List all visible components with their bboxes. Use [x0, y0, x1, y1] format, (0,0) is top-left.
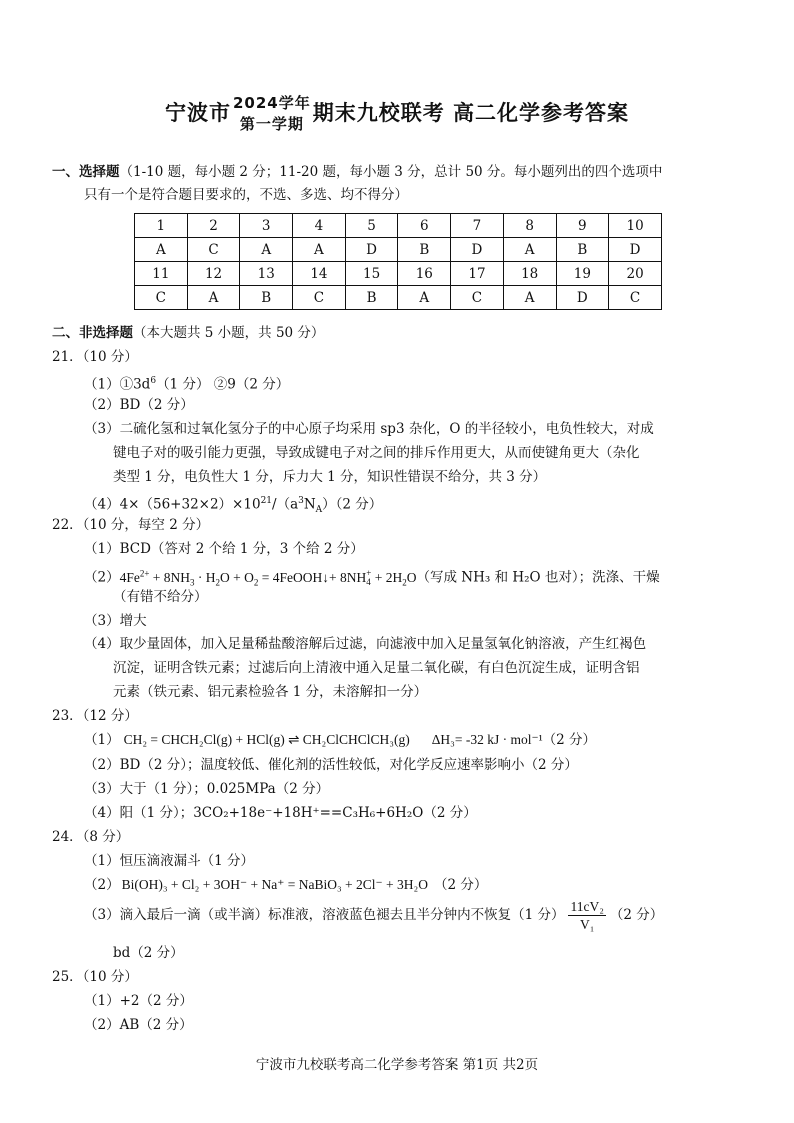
q21-part4-b: /（a: [272, 496, 299, 513]
eq-c: · H: [194, 569, 216, 585]
q25-part1: （1）+2（2 分）: [84, 993, 193, 1009]
answer-cell: A: [187, 286, 240, 310]
q21-part4-sup2: 3: [298, 496, 304, 506]
q21-part4-c: N: [303, 496, 316, 513]
question-number-cell: 2: [187, 214, 240, 238]
eq-sub3: 2: [253, 577, 259, 588]
answer-cell: A: [503, 238, 556, 262]
q23-part3: （3）大于（1 分）；0.025MPa（2 分）: [84, 781, 330, 797]
answer-cell: A: [135, 238, 188, 262]
title-city: 宁波市: [164, 101, 231, 125]
answer-cell: C: [609, 286, 662, 310]
page-title: [0, 96, 794, 132]
eq-b: + 8NH: [149, 569, 191, 585]
eq-sub2: 2: [215, 577, 221, 588]
question-number-cell: 4: [293, 214, 346, 238]
answer-cell: D: [451, 238, 504, 262]
question-number-cell: 6: [398, 214, 451, 238]
q22-part1: （1）BCD（答对 2 个给 1 分，3 个给 2 分）: [84, 541, 364, 557]
q22-part4-a: （4）取少量固体，加入足量稀盐酸溶解后过滤，向滤液中加入足量氢氧化钠溶液，产生红褐色: [84, 636, 647, 652]
question-number-cell: 5: [345, 214, 398, 238]
q21-part2: （2）BD（2 分）: [84, 397, 194, 413]
section1-desc1: （1-10 题，每小题 2 分；11-20 题，每小题 3 分，总计 50 分。每小题列出的四个选项中: [119, 164, 663, 180]
q24-part2-equation: Bi(OH)₃ + Cl₂ + 3OH⁻ + Na⁺ = NaBiO₃ + 2Cl⁻ + 3H₂O: [121, 877, 428, 892]
eq-g: O: [406, 569, 417, 585]
eq-f: + 2H: [371, 569, 403, 585]
q23-part1-label: （1）: [84, 732, 120, 748]
answer-cell: B: [345, 286, 398, 310]
answer-cell: D: [345, 238, 398, 262]
eq-sup1: 2+: [139, 568, 150, 578]
title-term: 第一学期: [239, 115, 304, 133]
question-number-cell: 20: [609, 262, 662, 286]
eq-sub5: 2: [402, 577, 407, 588]
q24-head: 24．（8 分）: [52, 829, 130, 845]
eq-sup2: +: [366, 568, 372, 579]
question-number-cell: 9: [556, 214, 609, 238]
q23-part4: （4）阳（1 分）；3CO₂+18e⁻+18H⁺==C₃H₆+6H₂O（2 分）: [84, 805, 477, 821]
q22-part4-c: 元素（铁元素、铝元素检验各 1 分，未溶解扣一分）: [113, 684, 428, 700]
q21-head: 21．（10 分）: [52, 349, 138, 365]
q24-part3-text: （3）滴入最后一滴（或半滴）标准液，溶液蓝色褪去且半分钟内不恢复（1 分）: [84, 907, 565, 923]
title-year-term: [233, 96, 311, 132]
q21-part3-b: 键电子对的吸引能力更强，导致成键电子对之间的排斥作用更大，从而使键角更大（杂化: [113, 445, 640, 461]
q23-head: 23．（12 分）: [52, 708, 138, 724]
q22-part3: （3）增大: [84, 613, 147, 629]
answer-cell: B: [556, 238, 609, 262]
question-number-row: [135, 262, 662, 286]
answer-cell: C: [135, 286, 188, 310]
answer-row: [135, 286, 662, 310]
section2-line: [52, 324, 324, 342]
answer-cell: B: [240, 286, 293, 310]
answer-table: [134, 213, 662, 310]
q24-part3-score: （2 分）: [609, 907, 664, 923]
q21-part4-d: ）（2 分）: [322, 496, 383, 513]
q22-part2-equation: [119, 568, 417, 588]
question-number-cell: 8: [503, 214, 556, 238]
q21-part3-a: （3）二硫化氢和过氧化氢分子的中心原子均采用 sp3 杂化，O 的半径较小，电负性较大，对成: [84, 421, 654, 437]
question-number-cell: 13: [240, 262, 293, 286]
q21-part3-c: 类型 1 分，电负性大 1 分，斥力大 1 分，知识性错误不给分，共 3 分）: [113, 469, 547, 485]
q24-part3: [84, 898, 663, 933]
eq-sub1: 3: [190, 577, 195, 588]
answer-row: [135, 238, 662, 262]
q21-part4-sub: A: [315, 505, 323, 516]
answer-cell: A: [240, 238, 293, 262]
q21-part1: [84, 372, 289, 394]
question-number-cell: 3: [240, 214, 293, 238]
q24-part1: （1）恒压滴液漏斗（1 分）: [84, 853, 254, 869]
question-number-cell: 14: [293, 262, 346, 286]
q22-part2-note2: （有错不给分）: [113, 589, 208, 605]
q23-part1-score: （2 分）: [542, 732, 597, 748]
eq-e: = 4FeOOH↓+ 8NH: [258, 569, 367, 585]
fraction-numerator: 11cV₂: [570, 899, 604, 914]
section1-heading: 一、选择题: [52, 164, 120, 180]
answer-cell: A: [293, 238, 346, 262]
section2-desc: （本大题共 5 小题，共 50 分）: [133, 325, 325, 341]
question-number-cell: 11: [135, 262, 188, 286]
q25-head: 25．（10 分）: [52, 969, 138, 985]
section1-line1: [52, 163, 662, 181]
q25-part2: （2）AB（2 分）: [84, 1017, 193, 1033]
q22-head: 22．（10 分，每空 2 分）: [52, 517, 210, 533]
answer-cell: B: [398, 238, 451, 262]
question-number-cell: 19: [556, 262, 609, 286]
q23-part1-dh: ΔH₃= -32 kJ · mol⁻¹: [431, 732, 543, 747]
q21-part1-sup: 6: [150, 376, 157, 386]
answer-cell: D: [609, 238, 662, 262]
q21-part1-b: （1 分） ②9（2 分）: [156, 376, 290, 393]
section2-heading: 二、非选择题: [52, 325, 133, 341]
q24-part3-fraction: [568, 898, 605, 933]
q24-part2-label: （2）: [84, 877, 120, 893]
q23-part1-equation: CH₂ = CHCH₂Cl(g) + HCl(g) ⇌ CH₂ClCHClCH₃(g): [123, 732, 410, 747]
question-number-cell: 16: [398, 262, 451, 286]
answer-cell: D: [556, 286, 609, 310]
page-footer: 宁波市九校联考高二化学参考答案 第1页 共2页: [255, 1057, 539, 1073]
q21-part1-a: （1）①3d: [84, 376, 151, 393]
question-number-cell: 1: [135, 214, 188, 238]
question-number-cell: 7: [451, 214, 504, 238]
question-number-cell: 10: [609, 214, 662, 238]
answer-cell: C: [293, 286, 346, 310]
answer-cell: C: [187, 238, 240, 262]
q22-part4-b: 沉淀，证明含铁元素；过滤后向上清液中通入足量二氧化碳，有白色沉淀生成，证明含铝: [113, 660, 640, 676]
q24-part2: [84, 876, 487, 894]
q24-part3-b: bd（2 分）: [113, 945, 184, 961]
question-number-cell: 15: [345, 262, 398, 286]
q23-part1: [84, 731, 596, 749]
title-year: 2024学年: [232, 94, 311, 112]
q24-part2-score: （2 分）: [433, 877, 488, 893]
section1-desc2: 只有一个是符合题目要求的，不选、多选、均不得分）: [84, 187, 408, 203]
answer-cell: A: [398, 286, 451, 310]
question-number-row: [135, 214, 662, 238]
answer-cell: A: [503, 286, 556, 310]
title-rest: 期末九校联考 高二化学参考答案: [312, 101, 630, 125]
q21-part4-sup: 21: [260, 496, 273, 506]
eq-a: 4Fe: [119, 569, 140, 585]
question-number-cell: 12: [187, 262, 240, 286]
question-number-cell: 17: [451, 262, 504, 286]
q23-part2: （2）BD（2 分）；温度较低、催化剂的活性较低，对化学反应速率影响小（2 分）: [84, 757, 578, 773]
answer-cell: C: [451, 286, 504, 310]
eq-d: O + O: [220, 569, 254, 585]
eq-sub4: 4: [366, 577, 371, 588]
q22-part2-note: （写成 NH₃ 和 H₂O 也对）；洗涤、干燥: [416, 569, 660, 586]
fraction-denominator: V₁: [579, 917, 595, 932]
q22-part2-label: （2）: [84, 569, 120, 586]
question-number-cell: 18: [503, 262, 556, 286]
q21-part4-a: （4）4×（56+32×2）×10: [84, 496, 261, 513]
